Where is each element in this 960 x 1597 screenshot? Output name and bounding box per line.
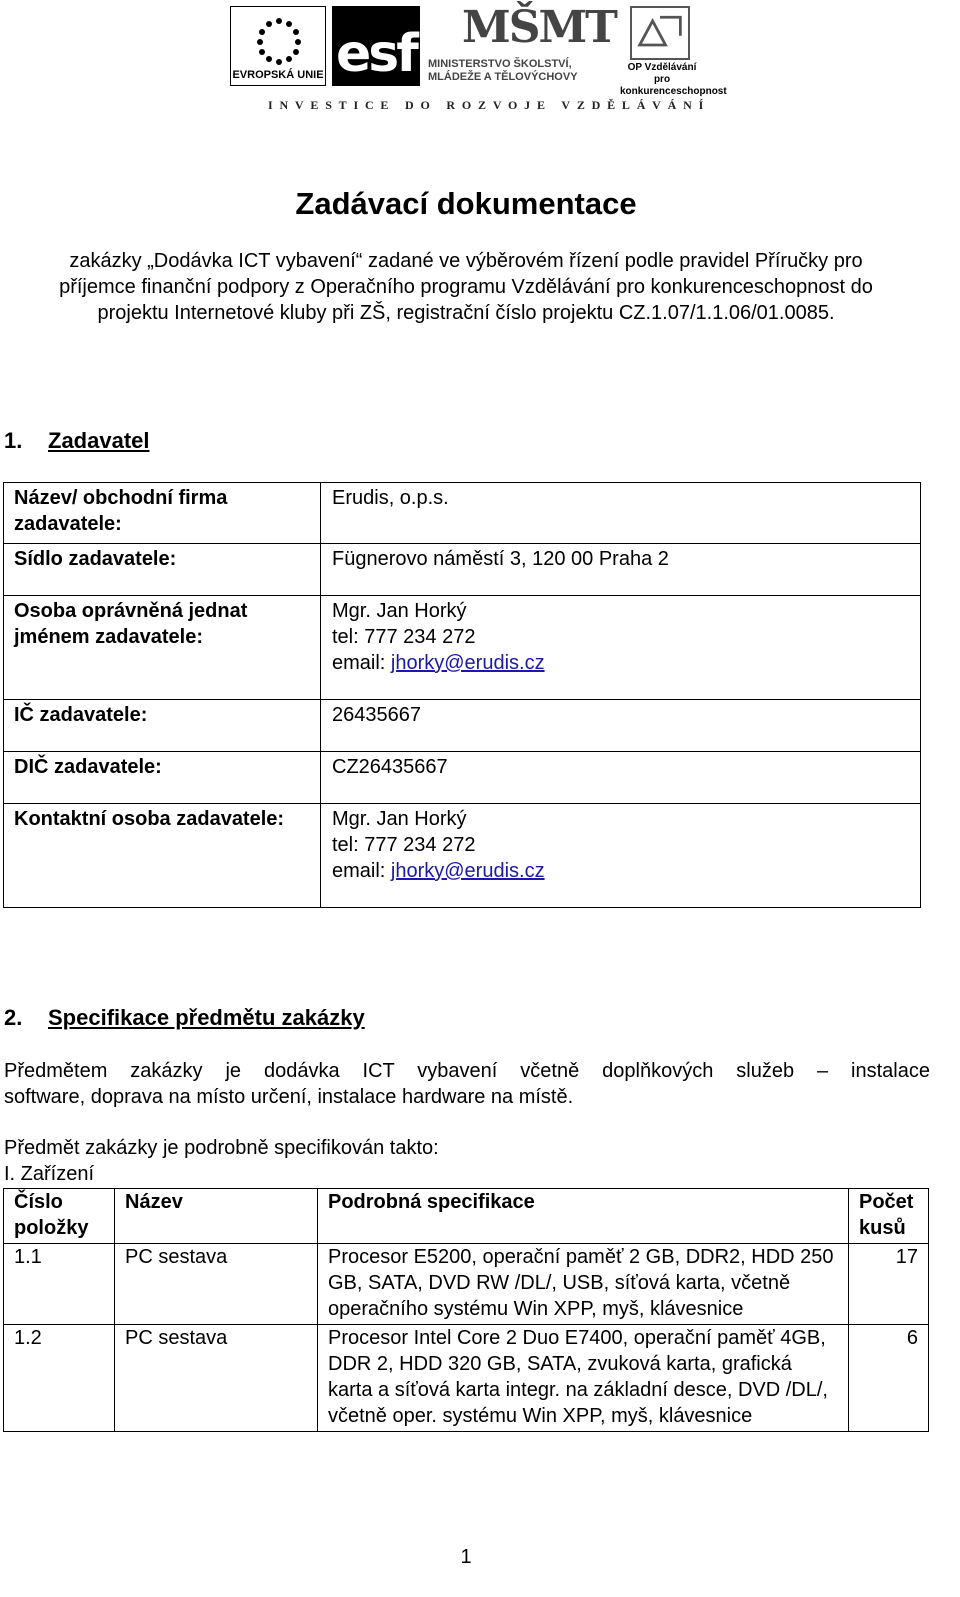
- subject-paragraph-line: Předmětem zakázky je dodávka ICT vybavení včetně doplňkových služeb – instalace: [4, 1060, 930, 1082]
- section-number: 2.: [4, 1005, 23, 1030]
- item-quantity: 17: [849, 1244, 929, 1325]
- contact-phone: tel: 777 234 272: [332, 834, 476, 856]
- column-header: Podrobná specifikace: [318, 1189, 849, 1244]
- contact-name: Mgr. Jan Horký: [332, 600, 467, 622]
- item-name: PC sestava: [115, 1325, 318, 1432]
- section-2-heading: [4, 1005, 365, 1031]
- op-logo-text-2: pro konkurenceschopnost: [620, 74, 727, 97]
- section-title: Specifikace předmětu zakázky: [48, 1005, 365, 1030]
- msmt-logo-text-2: MLÁDEŽE A TĚLOVÝCHOVY: [428, 71, 578, 83]
- section-title: Zadavatel: [48, 428, 150, 453]
- equipment-table: [3, 1188, 929, 1432]
- subtitle-line: projektu Internetové kluby při ZŠ, registrační číslo projektu CZ.1.07/1.1.06/01.0085.: [97, 302, 835, 324]
- table-row: [4, 1325, 929, 1432]
- email-link[interactable]: jhorky@erudis.cz: [390, 860, 545, 882]
- row-value: Erudis, o.p.s.: [321, 483, 921, 544]
- section-number: 1.: [4, 428, 23, 453]
- table-row: [4, 483, 921, 544]
- table-row: [4, 1244, 929, 1325]
- page-number: 1: [460, 1546, 472, 1568]
- eu-stars-icon: [243, 13, 315, 69]
- esf-logo-word: esf: [336, 24, 416, 84]
- row-value: Fügnerovo náměstí 3, 120 00 Praha 2: [321, 544, 921, 596]
- subtitle-line: příjemce finanční podpory z Operačního programu Vzdělávání pro konkurenceschopnost do: [59, 276, 873, 298]
- row-value: [321, 804, 921, 908]
- section-1-heading: [4, 428, 150, 454]
- column-header: Název: [115, 1189, 318, 1244]
- table-row: [4, 752, 921, 804]
- msmt-logo: [428, 2, 616, 86]
- contracting-authority-table: [3, 482, 921, 908]
- table-row: [4, 544, 921, 596]
- contact-email-line: [332, 650, 910, 676]
- item-specification: Procesor E5200, operační paměť 2 GB, DDR2, HDD 250 GB, SATA, DVD RW /DL/, USB, síťová karta, včetně operačního systému Win XPP, myš, klávesnice: [318, 1244, 849, 1325]
- op-logo-text-1: OP Vzdělávání: [627, 62, 697, 73]
- table-header-row: [4, 1189, 929, 1244]
- contact-name: Mgr. Jan Horký: [332, 808, 467, 830]
- row-label: Sídlo zadavatele:: [4, 544, 321, 596]
- column-header: Počet kusů: [849, 1189, 929, 1244]
- row-value: [321, 596, 921, 700]
- eu-logo-caption: EVROPSKÁ UNIE: [232, 69, 324, 81]
- op-logo-icon: [630, 6, 690, 60]
- item-name: PC sestava: [115, 1244, 318, 1325]
- row-label: Název/ obchodní firma zadavatele:: [4, 483, 321, 544]
- document-subtitle: [0, 248, 932, 326]
- equipment-subheading: I. Zařízení: [4, 1163, 95, 1185]
- row-label: Kontaktní osoba zadavatele:: [4, 804, 321, 908]
- document-title: Zadávací dokumentace: [295, 186, 637, 221]
- header-logos: [0, 0, 960, 120]
- table-row: [4, 700, 921, 752]
- email-prefix: email:: [332, 860, 391, 882]
- contact-email-line: [332, 858, 910, 884]
- contact-phone: tel: 777 234 272: [332, 626, 476, 648]
- row-label: Osoba oprávněná jednat jménem zadavatele:: [4, 596, 321, 700]
- msmt-logo-text-1: MINISTERSTVO ŠKOLSTVÍ,: [428, 58, 572, 70]
- table-row: [4, 596, 921, 700]
- row-value: 26435667: [321, 700, 921, 752]
- email-link[interactable]: jhorky@erudis.cz: [390, 652, 545, 674]
- subtitle-line: zakázky „Dodávka ICT vybavení“ zadané ve výběrovém řízení podle pravidel Příručky pro: [69, 250, 863, 272]
- specification-intro: Předmět zakázky je podrobně specifikován takto:: [4, 1137, 439, 1159]
- item-specification: Procesor Intel Core 2 Duo E7400, operační paměť 4GB, DDR 2, HDD 320 GB, SATA, zvuková karta, grafická karta a síťová karta integr. na základní desce, DVD /DL/, včetně oper. systému Win XPP, myš, klávesnice: [318, 1325, 849, 1432]
- email-prefix: email:: [332, 652, 391, 674]
- item-quantity: 6: [849, 1325, 929, 1432]
- msmt-logo-mark: MŠMT: [462, 2, 616, 53]
- subject-paragraph-line: software, doprava na místo určení, instalace hardware na místě.: [4, 1086, 574, 1108]
- eu-logo: [230, 6, 326, 86]
- table-row: [4, 804, 921, 908]
- row-value: CZ26435667: [321, 752, 921, 804]
- column-header: Číslo položky: [4, 1189, 115, 1244]
- row-label: DIČ zadavatele:: [4, 752, 321, 804]
- investment-tagline: INVESTICE DO ROZVOJE VZDĚLÁVÁNÍ: [268, 98, 711, 112]
- esf-logo: [332, 6, 420, 86]
- op-logo: [620, 6, 727, 97]
- item-number: 1.1: [4, 1244, 115, 1325]
- item-number: 1.2: [4, 1325, 115, 1432]
- row-label: IČ zadavatele:: [4, 700, 321, 752]
